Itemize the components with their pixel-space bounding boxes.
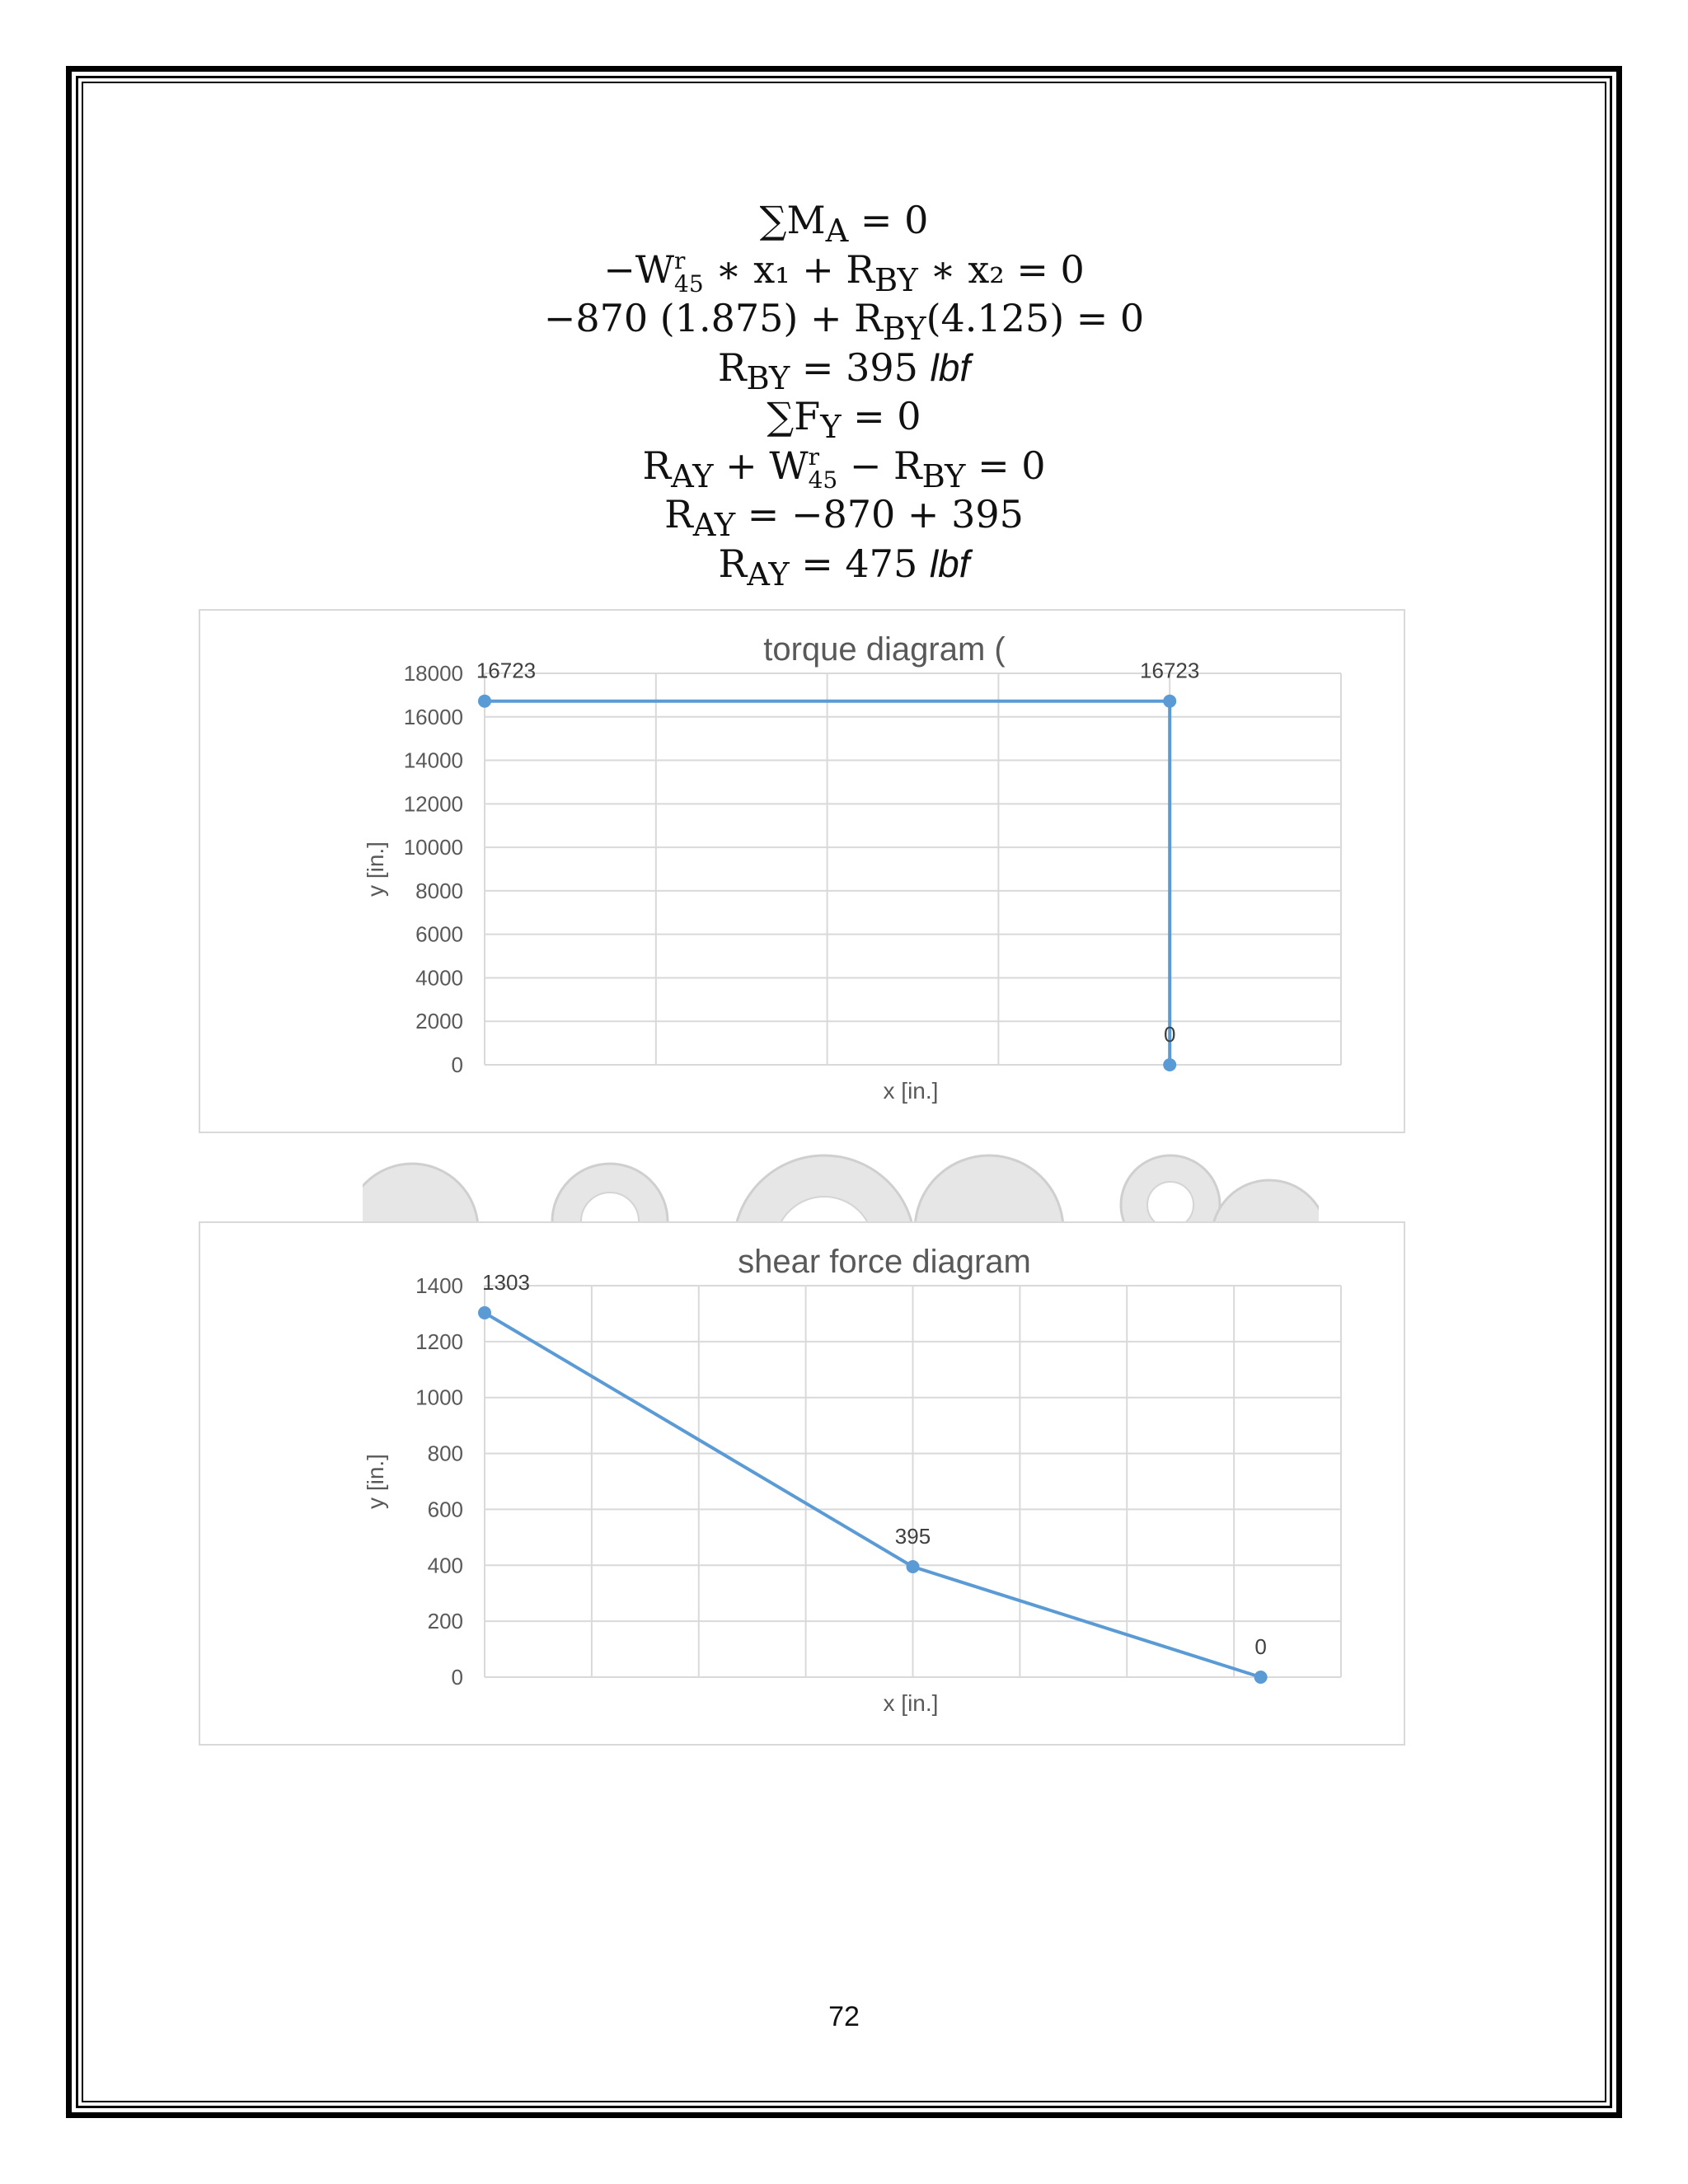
- equation-block: [0, 196, 1688, 593]
- y-tick-label: 600: [427, 1497, 463, 1522]
- shear-force-diagram-chart: [199, 1221, 1405, 1746]
- equation-line: $\sum F_Y = 0$: [767, 394, 921, 447]
- y-axis-label: y [in.]: [363, 1454, 388, 1509]
- y-tick-label: 8000: [415, 878, 463, 903]
- equation-line: −W r 45 ∗ $x_1 + R_{BY}$ ∗ x₂ = 0: [603, 246, 1085, 299]
- data-point: [478, 1306, 491, 1319]
- y-tick-label: 1000: [415, 1385, 463, 1410]
- chart-svg: [200, 611, 1407, 1135]
- gears-watermark: [363, 1131, 1319, 1226]
- equation-line: $R_{BY} = 395$ lbf: [717, 344, 971, 397]
- y-tick-label: 0: [451, 1665, 463, 1690]
- torque-diagram-chart: [199, 609, 1405, 1133]
- y-tick-label: 200: [427, 1609, 463, 1634]
- y-tick-label: 12000: [403, 791, 463, 817]
- y-tick-label: 6000: [415, 921, 463, 947]
- data-label: 1303: [482, 1269, 530, 1295]
- y-tick-label: 800: [427, 1441, 463, 1466]
- equation-line: $\sum M_A = 0$: [759, 198, 929, 251]
- data-label: 395: [894, 1523, 931, 1549]
- data-label: 16723: [476, 658, 537, 683]
- equation-line: $R_{AY} + W$ r 45 − $R_{BY} = 0$: [642, 443, 1046, 495]
- data-point: [1163, 1058, 1176, 1071]
- page-number: 72: [828, 2001, 860, 2032]
- data-label: 16723: [1140, 658, 1200, 683]
- y-tick-label: 4000: [415, 965, 463, 991]
- chart-title: shear force diagram: [738, 1244, 1031, 1280]
- data-point: [907, 1560, 920, 1573]
- data-point: [1163, 695, 1176, 708]
- y-axis-label: y [in.]: [363, 841, 388, 897]
- data-point: [478, 695, 491, 708]
- data-label: 0: [1254, 1634, 1267, 1659]
- equation-line: $R_{AY} = -870 + 395$: [664, 492, 1024, 545]
- chart-svg: [200, 1223, 1407, 1747]
- y-tick-label: 1400: [415, 1273, 463, 1298]
- y-tick-label: 14000: [403, 748, 463, 773]
- y-tick-label: 10000: [403, 835, 463, 860]
- series-line: [485, 1313, 1261, 1677]
- data-point: [1254, 1671, 1268, 1684]
- equation-line: $R_{AY} = 475$ lbf: [718, 541, 970, 593]
- y-tick-label: 1200: [415, 1329, 463, 1354]
- x-axis-label: x [in.]: [883, 1690, 939, 1716]
- y-tick-label: 0: [451, 1052, 463, 1077]
- y-tick-label: 16000: [403, 704, 463, 729]
- data-label: 0: [1163, 1022, 1176, 1047]
- y-tick-label: 18000: [403, 661, 463, 686]
- y-tick-label: 400: [427, 1553, 463, 1578]
- y-tick-label: 2000: [415, 1009, 463, 1034]
- x-axis-label: x [in.]: [883, 1078, 939, 1104]
- chart-title: torque diagram (: [763, 631, 1006, 668]
- equation-line: −870 $(1.875) + R_{BY}(4.125) = 0$: [543, 296, 1145, 349]
